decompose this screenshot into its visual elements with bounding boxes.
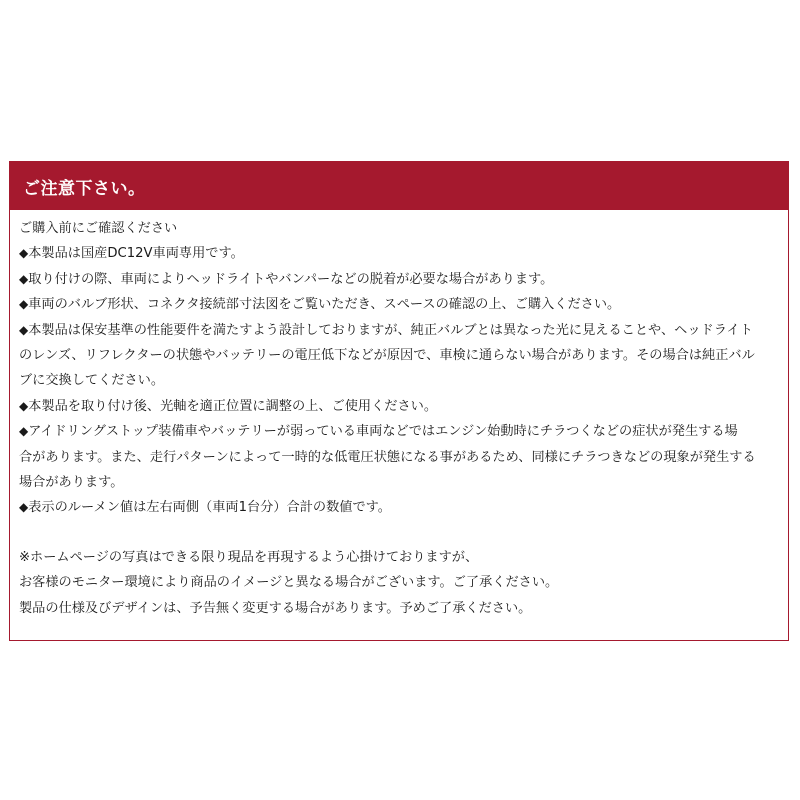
notice-item-continuation: 合があります。また、走行パターンによって一時的な低電圧状態になる事があるため、同様にチラつきなどの現象が発生する bbox=[19, 449, 756, 465]
notice-title: ご注意下さい。 bbox=[23, 178, 146, 199]
notice-item-continuation: 場合があります。 bbox=[19, 475, 124, 491]
diamond-bullet-icon: ◆ bbox=[19, 246, 29, 261]
notice-item-text: アイドリングストップ装備車やバッテリーが弱っている車両などではエンジン始動時にチラつくなどの症状が発生する場 bbox=[28, 424, 738, 440]
notice-item bbox=[19, 318, 788, 343]
notice-body bbox=[10, 210, 788, 621]
notice-item-continuation: のレンズ、リフレクターの状態やバッテリーの電圧低下などが原因で、車検に通らない場合があります。その場合は純正バル bbox=[19, 348, 755, 364]
notice-item-text: 本製品を取り付け後、光軸を適正位置に調整の上、ご使用ください。 bbox=[28, 398, 438, 414]
notice-item-text: 本製品は国産DC12V車両専用です。 bbox=[28, 246, 244, 262]
notice-item bbox=[19, 241, 788, 266]
diamond-bullet-icon: ◆ bbox=[19, 322, 29, 337]
diamond-bullet-icon: ◆ bbox=[19, 500, 29, 515]
notice-item-text: 取り付けの際、車両によりヘッドライトやバンパーなどの脱着が必要な場合があります。 bbox=[28, 271, 554, 287]
notice-item bbox=[19, 267, 788, 292]
notice-item-text: 車両のバルブ形状、コネクタ接続部寸法図をご覧いただき、スペースの確認の上、ご購入ください。 bbox=[28, 297, 621, 313]
diamond-bullet-icon: ◆ bbox=[19, 297, 29, 312]
notice-header bbox=[10, 162, 788, 210]
footer-text: ※ホームページの写真はできる限り現品を再現するよう心掛けておりますが、 bbox=[19, 549, 479, 565]
diamond-bullet-icon: ◆ bbox=[19, 271, 29, 286]
footer-text: お客様のモニター環境により商品のイメージと異なる場合がございます。ご了承ください。 bbox=[19, 575, 559, 591]
notice-item-continuation: ブに交換してください。 bbox=[19, 373, 165, 389]
diamond-bullet-icon: ◆ bbox=[19, 398, 29, 413]
notice-item bbox=[19, 419, 788, 444]
diamond-bullet-icon: ◆ bbox=[19, 424, 29, 439]
notice-item-text: 本製品は保安基準の性能要件を満たすよう設計しておりますが、純正バルブとは異なった光に見えることや、ヘッドライト bbox=[28, 322, 753, 338]
notice-item bbox=[19, 495, 788, 520]
intro-text: ご購入前にご確認ください bbox=[19, 221, 178, 236]
section-divider-space bbox=[19, 521, 788, 545]
notice-item bbox=[19, 292, 788, 317]
notice-item-text: 表示のルーメン値は左右両側（車両1台分）合計の数値です。 bbox=[28, 500, 391, 516]
notice-box bbox=[9, 161, 789, 641]
notice-item bbox=[19, 394, 788, 419]
footer-text: 製品の仕様及びデザインは、予告無く変更する場合があります。予めご了承ください。 bbox=[19, 600, 532, 616]
